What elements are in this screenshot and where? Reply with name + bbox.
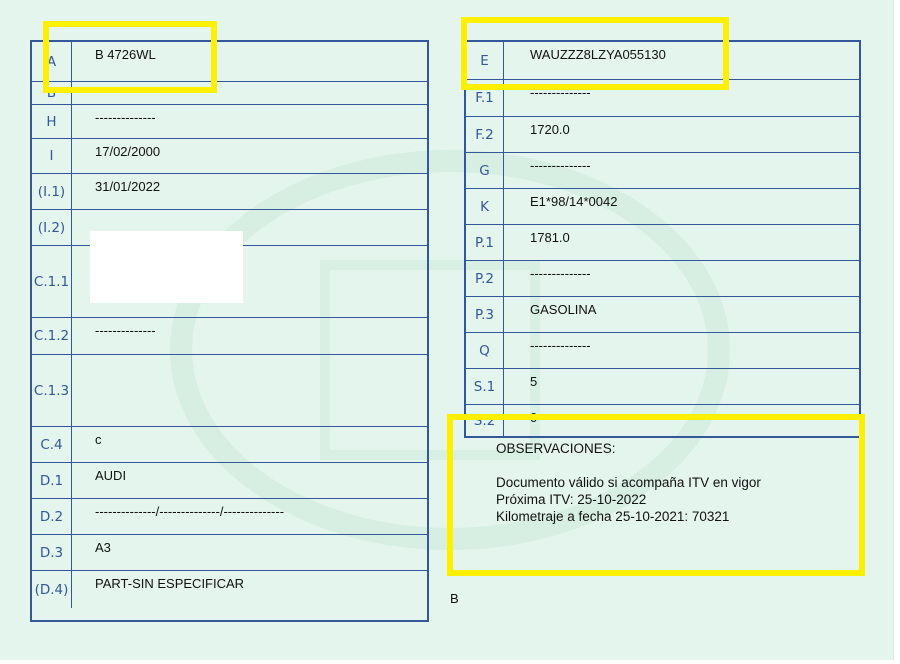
left-field-code: C.1.1: [32, 246, 72, 317]
left-field-value: AUDI: [95, 468, 127, 483]
left-row: [32, 139, 427, 174]
highlight-vin-box: [461, 17, 729, 90]
left-row: [32, 571, 427, 608]
right-field-value: 5: [530, 374, 538, 389]
footer-mark: B: [450, 591, 459, 606]
right-field-value: GASOLINA: [530, 302, 597, 317]
redacted-block: [90, 231, 243, 303]
left-row: [32, 499, 427, 535]
highlight-observations-box: [447, 414, 865, 576]
right-field-code: P.3: [466, 297, 504, 332]
left-row: [32, 535, 427, 571]
left-row: [32, 105, 427, 139]
left-field-code: D.2: [32, 499, 72, 534]
right-data-table: [464, 40, 861, 438]
left-field-code: (I.2): [32, 210, 72, 245]
right-field-value: 1781.0: [530, 230, 570, 245]
right-field-code: S.1: [466, 369, 504, 404]
right-field-value: --------------: [530, 266, 591, 281]
left-field-code: C.1.3: [32, 355, 72, 426]
left-field-code: C.4: [32, 427, 72, 462]
right-field-value: 1720.0: [530, 122, 570, 137]
observations-line-next-itv: Próxima ITV: 25-10-2022: [496, 492, 647, 507]
left-field-value: 31/01/2022: [95, 179, 161, 194]
right-field-code: F.1: [466, 80, 504, 116]
right-field-value: --------------: [530, 158, 591, 173]
left-field-value: --------------: [95, 323, 156, 338]
highlight-plate-box: [43, 21, 217, 93]
left-field-value: B 4726WL: [95, 47, 156, 62]
left-data-table: [30, 40, 429, 622]
left-field-code: D.1: [32, 463, 72, 498]
left-field-value: 17/02/2000: [95, 144, 161, 159]
left-row: [32, 427, 427, 463]
left-row: [32, 174, 427, 210]
right-row: [466, 225, 859, 261]
left-row: [32, 355, 427, 427]
left-field-value: PART-SIN ESPECIFICAR: [95, 576, 245, 591]
right-row: [466, 117, 859, 153]
right-field-value: 0: [530, 410, 538, 425]
right-field-code: P.2: [466, 261, 504, 296]
right-field-code: E: [466, 42, 504, 79]
right-field-code: K: [466, 189, 504, 224]
right-field-code: F.2: [466, 117, 504, 152]
left-field-code: C.1.2: [32, 318, 72, 354]
right-field-code: P.1: [466, 225, 504, 260]
right-field-code: S.2: [466, 405, 504, 436]
right-field-code: G: [466, 153, 504, 188]
observations-line-itv-valid: Documento válido si acompaña ITV en vigor: [496, 475, 761, 490]
right-row: [466, 153, 859, 189]
right-row: [466, 369, 859, 405]
right-row: [466, 189, 859, 225]
left-field-value: c: [95, 432, 102, 447]
left-field-code: (I.1): [32, 174, 72, 209]
left-field-code: I: [32, 139, 72, 173]
right-field-value: E1*98/14*0042: [530, 194, 618, 209]
left-row: [32, 318, 427, 355]
left-field-code: (D.4): [32, 571, 72, 608]
left-row: [32, 463, 427, 499]
right-row: [466, 261, 859, 297]
right-field-value: --------------: [530, 338, 591, 353]
left-field-value: A3: [95, 540, 111, 555]
right-field-value: --------------: [530, 85, 591, 100]
observations-title: OBSERVACIONES:: [496, 441, 616, 456]
right-field-code: Q: [466, 333, 504, 368]
left-field-value: --------------/--------------/--------------: [95, 504, 285, 519]
right-field-value: WAUZZZ8LZYA055130: [530, 47, 666, 62]
left-field-code: D.3: [32, 535, 72, 570]
observations-line-mileage: Kilometraje a fecha 25-10-2021: 70321: [496, 509, 730, 524]
right-row: [466, 333, 859, 369]
left-field-code: A: [32, 42, 72, 81]
left-field-code: B: [32, 82, 72, 104]
left-field-value: --------------: [95, 110, 156, 125]
left-field-code: H: [32, 105, 72, 138]
right-row: [466, 297, 859, 333]
